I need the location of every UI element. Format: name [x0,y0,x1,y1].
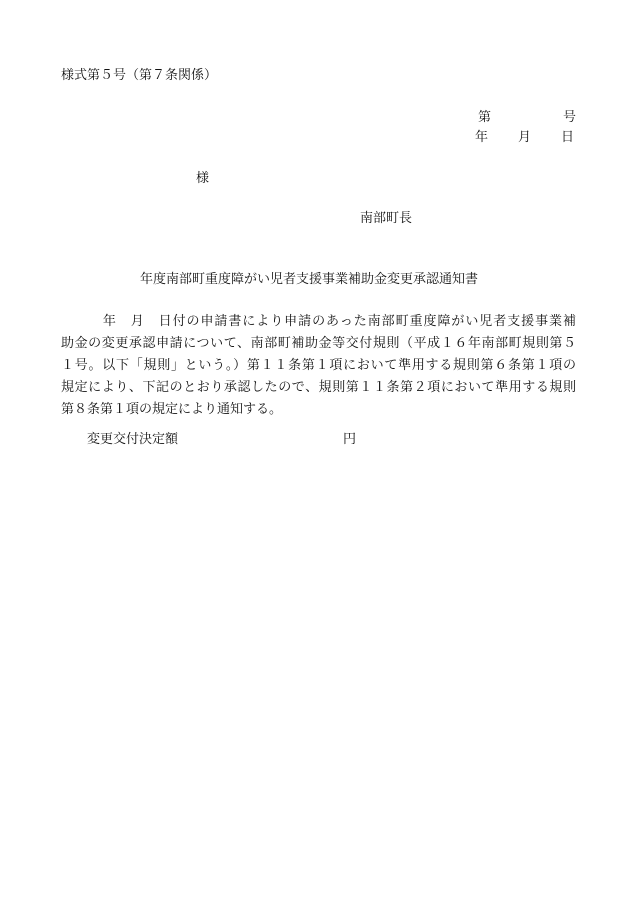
body-line: １号。以下「規則」という。）第１１条第１項において準用する規則第６条第１項の [61,358,576,373]
document-number-suffix: 号 [562,110,576,125]
body-line: 年 月 日付の申請書により申請のあった南部町重度障がい児者支援事業補 [61,314,576,329]
date-day-label: 日 [561,130,575,145]
amount-label: 変更交付決定額 [87,432,179,447]
date-year-label: 年 [475,130,489,145]
notice-title: 年度南部町重度障がい児者支援事業補助金変更承認通知書 [140,272,479,287]
date-month-label: 月 [518,130,532,145]
amount-unit: 円 [343,432,357,447]
body-line: 助金の変更承認申請について、南部町補助金等交付規則（平成１６年南部町規則第５ [61,336,576,351]
body-line: 第８条第１項の規定により通知する。 [61,402,283,417]
addressee-suffix: 様 [196,171,210,186]
form-label: 様式第５号（第７条関係） [61,68,218,83]
document-number-prefix: 第 [478,110,492,125]
body-paragraph [61,311,576,421]
sender-name: 南部町長 [360,211,413,226]
body-line: 規定により、下記のとおり承認したので、規則第１１条第２項において準用する規則 [61,380,576,395]
